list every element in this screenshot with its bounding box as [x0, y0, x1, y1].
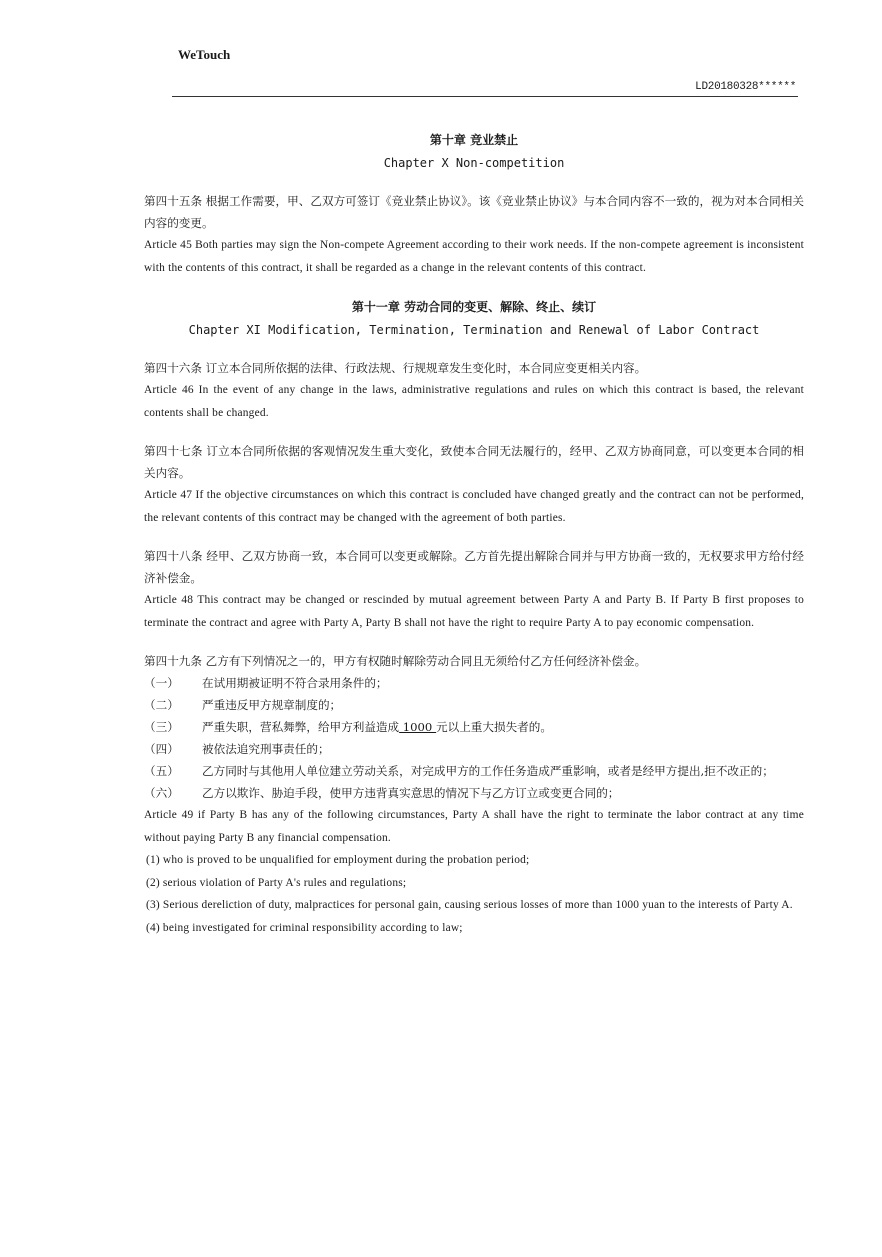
article-text-cn: 第四十八条 经甲、乙双方协商一致，本合同可以变更或解除。乙方首先提出解除合同并与甲方协商一致的，无权要求甲方给付经济补偿金。 — [144, 549, 804, 585]
list-item — [144, 760, 804, 782]
list-item-text: 严重违反甲方规章制度的； — [202, 698, 342, 712]
article-text-en: Article 49 if Party B has any of the following circumstances, Party A shall have the right to terminate the labor contract at any time without paying Party B any financial compensation. — [144, 809, 804, 844]
article-48 — [144, 545, 804, 634]
article-text-en: Article 47 If the objective circumstances on which this contract is concluded have changed greatly and the contract can not be performed, the relevant contents of this contract may be changed with the agreement of both parties. — [144, 489, 804, 524]
list-item-text: 在试用期被证明不符合录用条件的； — [202, 676, 388, 690]
list-item — [144, 694, 804, 716]
article-text-en: Article 46 In the event of any change in the laws, administrative regulations and rules on which this contract is based, the relevant contents shall be changed. — [144, 384, 804, 419]
list-item-text-post: 元以上重大损失者的。 — [436, 720, 552, 734]
list-item-text: 乙方同时与其他用人单位建立劳动关系，对完成甲方的工作任务造成严重影响，或者是经甲方提出,拒不改正的； — [202, 764, 774, 778]
chapter-title-en: Chapter X Non-competition — [383, 156, 565, 170]
article-49 — [144, 650, 804, 939]
list-item — [144, 716, 804, 738]
page-body — [144, 128, 804, 939]
list-item-number: （五） — [144, 764, 179, 778]
article-text-cn: 第四十九条 乙方有下列情况之一的，甲方有权随时解除劳动合同且无须给付乙方任何经济补偿金。 — [144, 654, 647, 668]
document-number: LD20180328****** — [695, 81, 796, 93]
article-text-en: Article 48 This contract may be changed or rescinded by mutual agreement between Party A and Party B. If Party B first proposes to terminate the contract and agree with Party A, Party B shall not have the right to require Party A to pay economic compensation. — [144, 594, 804, 629]
list-item-number: （三） — [144, 720, 179, 734]
list-item-en: (1) who is proved to be unqualified for employment during the probation period; — [146, 854, 530, 866]
header-divider — [172, 96, 798, 97]
list-item-number: （六） — [144, 786, 179, 800]
chapter-title-en: Chapter XI Modification, Termination, Termination and Renewal of Labor Contract — [188, 323, 760, 337]
chapter-title-cn: 第十章 竞业禁止 — [429, 133, 519, 147]
list-item-text: 被依法追究刑事责任的； — [202, 742, 330, 756]
article-text-cn: 第四十七条 订立本合同所依据的客观情况发生重大变化，致使本合同无法履行的，经甲、乙双方协商同意，可以变更本合同的相关内容。 — [144, 444, 804, 480]
list-item-en: (4) being investigated for criminal responsibility according to law; — [146, 921, 463, 934]
list-item-en: (2) serious violation of Party A's rules and regulations; — [146, 876, 407, 889]
chapter-11-heading — [144, 295, 804, 341]
list-item-number: （二） — [144, 698, 179, 712]
article-46 — [144, 357, 804, 424]
list-item-text: 乙方以欺诈、胁迫手段，使甲方违背真实意思的情况下与乙方订立或变更合同的； — [202, 786, 620, 800]
chapter-10-heading — [144, 128, 804, 174]
company-logo-text: WeTouch — [178, 47, 231, 62]
chapter-title-cn: 第十一章 劳动合同的变更、解除、终止、续订 — [351, 300, 597, 314]
list-item-en: (3) Serious dereliction of duty, malpractices for personal gain, causing serious losses of more than 1000 yuan to the interests of Party A. — [146, 899, 793, 911]
article-text-cn: 第四十五条 根据工作需要，甲、乙双方可签订《竞业禁止协议》。该《竞业禁止协议》与本合同内容不一致的，视为对本合同相关内容的变更。 — [144, 194, 804, 230]
list-item — [144, 782, 804, 804]
list-item-number: （一） — [144, 676, 179, 690]
article-text-cn: 第四十六条 订立本合同所依据的法律、行政法规、行规规章发生变化时，本合同应变更相关内容。 — [144, 361, 647, 375]
list-item-text — [202, 716, 804, 738]
article-45 — [144, 190, 804, 279]
article-47 — [144, 440, 804, 529]
list-item-text-pre: 严重失职，营私舞弊，给甲方利益造成 — [202, 720, 400, 734]
loss-amount: 1000 — [399, 720, 436, 734]
list-item — [144, 672, 804, 694]
list-item — [144, 738, 804, 760]
list-item-number: （四） — [144, 742, 179, 756]
article-text-en: Article 45 Both parties may sign the Non-compete Agreement according to their work needs. If the non-compete agreement is inconsistent with the contents of this contract, it shall be regarded as a change in the relevant contents of this contract. — [144, 239, 804, 274]
